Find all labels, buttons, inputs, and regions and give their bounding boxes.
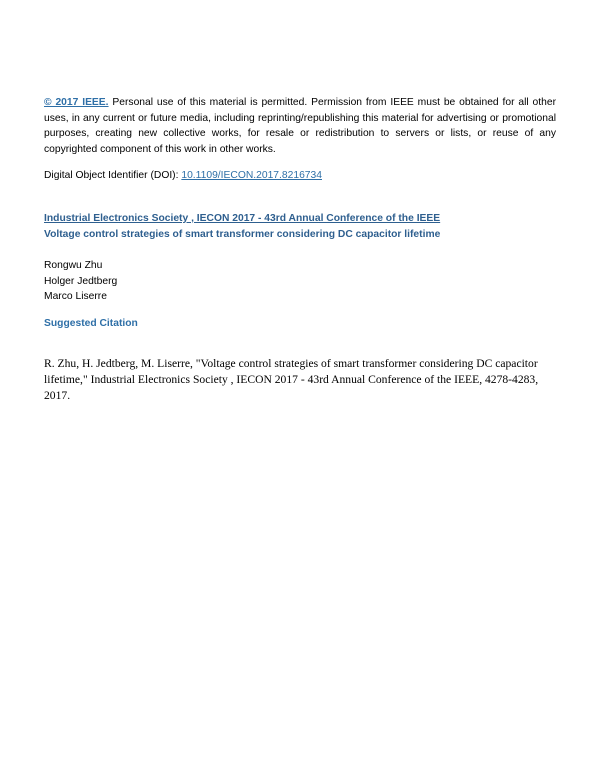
suggested-citation-heading: Suggested Citation xyxy=(44,318,138,329)
doi-label: Digital Object Identifier (DOI): xyxy=(44,170,182,181)
copyright-text: Personal use of this material is permitted. Permission from IEEE must be obtained for all other uses, in any current or future media, including reprinting/republishing this material for advertising or promotional purposes, creating new collective works, for resale or redistribution to servers or lists, or reuse of any copyrighted component of this work in other works. xyxy=(44,97,557,155)
suggested-citation-text: R. Zhu, H. Jedtberg, M. Liserre, "Voltage control strategies of smart transformer considering DC capacitor lifetime," Industrial Electronics Society , IECON 2017 - 43rd Annual Conference of the IEEE, 4278-4283, 2017. xyxy=(44,357,539,402)
author-list xyxy=(44,258,556,305)
paper-title: Voltage control strategies of smart transformer considering DC capacitor lifetime xyxy=(44,229,441,240)
copyright-link[interactable]: © 2017 IEEE. xyxy=(44,97,109,108)
conference-line xyxy=(44,211,556,226)
conference-link[interactable]: Industrial Electronics Society , IECON 2017 - 43rd Annual Conference of the IEEE xyxy=(44,213,441,224)
doi-link[interactable]: 10.1109/IECON.2017.8216734 xyxy=(181,170,322,181)
author-name: Holger Jedtberg xyxy=(44,275,118,287)
author-name: Rongwu Zhu xyxy=(44,260,103,271)
doi-line xyxy=(44,168,556,183)
author-name: Marco Liserre xyxy=(44,291,107,302)
copyright-notice xyxy=(44,95,556,157)
